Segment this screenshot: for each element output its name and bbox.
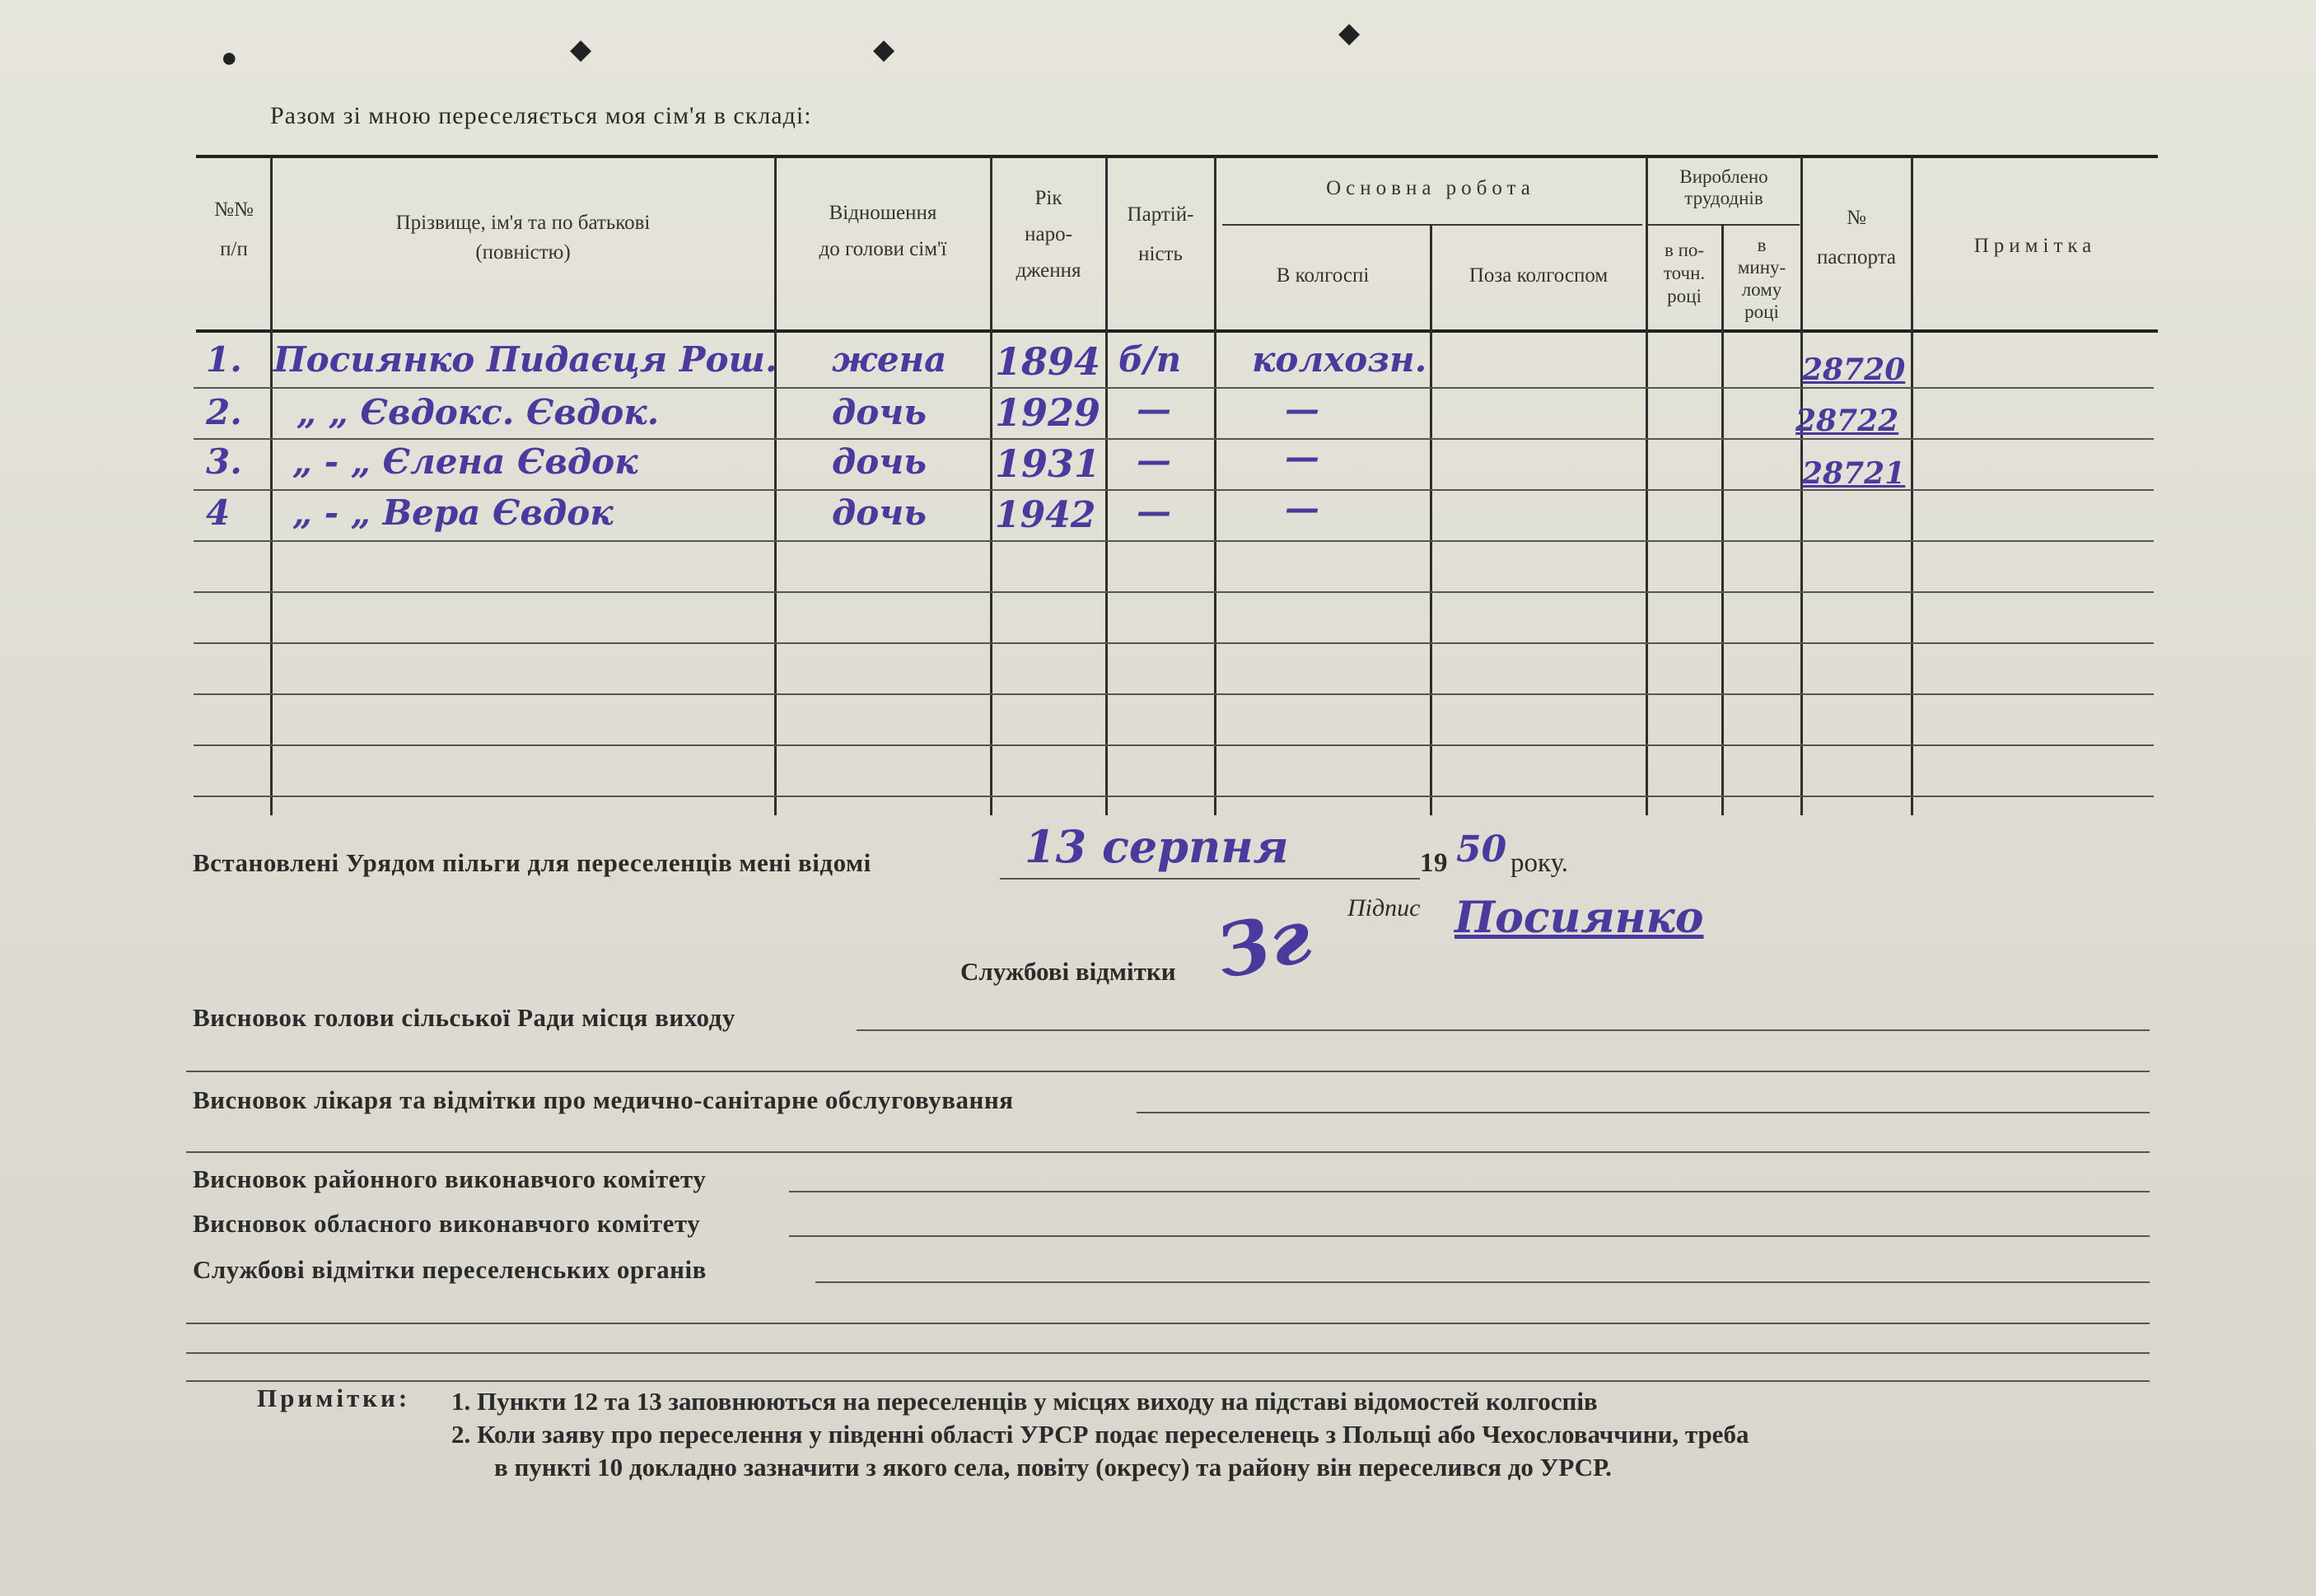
service-item: Висновок обласного виконавчого комітету	[193, 1209, 701, 1238]
header-relation: Відношення до голови сім'ї	[819, 202, 947, 260]
row-work-in-kolkhoz: —	[1285, 488, 1319, 528]
table-row-line	[194, 642, 2154, 644]
row-party: —	[1137, 440, 1171, 480]
service-item: Висновок голови сільської Ради місця виходу	[193, 1003, 735, 1032]
header-workdays-past: в мину- лому році	[1737, 235, 1786, 322]
table-header-border	[196, 329, 2158, 333]
note-item: 2. Коли заяву про переселення у південні області УРСР подає переселенець з Польщі або Чехословаччини, треба	[451, 1420, 1749, 1449]
table-row-line	[194, 591, 2154, 593]
family-intro: Разом зі мною переселяється моя сім'я в складі:	[270, 102, 812, 129]
row-party: —	[1137, 491, 1171, 531]
punch-mark: ◆	[873, 35, 895, 65]
row-work-in-kolkhoz: —	[1285, 436, 1319, 477]
row-party: б/п	[1118, 339, 1182, 380]
signature-label: Підпис	[1347, 894, 1421, 922]
header-remark: Примітка	[1973, 235, 2097, 257]
table-top-border	[196, 155, 2158, 158]
service-fill-line	[789, 1235, 2150, 1237]
punch-mark: ●	[221, 43, 238, 73]
row-birth-year: 1931	[995, 441, 1101, 486]
row-name: „ - „ Єлена Євдок	[292, 441, 638, 482]
benefits-label: Встановлені Урядом пільги для переселенців мені відомі	[193, 848, 871, 877]
signature-mark: Зг	[1209, 892, 1319, 996]
row-relation: жена	[832, 339, 947, 380]
row-number: 4	[206, 492, 231, 533]
row-name: „ - „ Вера Євдок	[292, 492, 614, 533]
row-relation: дочь	[832, 492, 927, 533]
note-item: в пункті 10 докладно зазначити з якого села, повіту (окресу) та району він переселився до УРСР.	[494, 1453, 1612, 1482]
benefits-date-line	[1000, 878, 1420, 880]
row-name: „ „ Євдокс. Євдок.	[297, 392, 660, 432]
signature: Посиянко	[1455, 893, 1704, 943]
benefits-year-prefix: 19	[1420, 848, 1448, 878]
table-row-line	[194, 693, 2154, 695]
header-num: №№ п/п	[214, 198, 254, 260]
table-row-line	[194, 796, 2154, 797]
row-relation: дочь	[832, 392, 927, 432]
row-passport: 28720	[1802, 352, 1906, 387]
service-title: Службові відмітки	[960, 957, 1176, 986]
row-passport: 28722	[1795, 404, 1899, 438]
header-workdays: Вироблено трудоднів	[1679, 166, 1768, 208]
service-fill-line	[186, 1151, 2150, 1153]
note-item: 1. Пункти 12 та 13 заповнюються на переселенців у місцях виходу на підставі відомостей колгоспів	[451, 1387, 1598, 1416]
service-fill-line	[815, 1281, 2150, 1283]
header-passport: № паспорта	[1817, 207, 1896, 268]
row-passport: 28721	[1802, 456, 1906, 491]
row-work-in-kolkhoz: —	[1285, 389, 1319, 429]
row-party: —	[1137, 389, 1171, 429]
service-fill-line	[1137, 1112, 2150, 1113]
family-rows	[198, 339, 2158, 545]
row-work-in-kolkhoz: колхозн.	[1252, 339, 1427, 380]
header-work-outside-kolkhoz: Поза колгоспом	[1469, 264, 1609, 287]
benefits-year-suffix: року.	[1511, 848, 1569, 878]
service-fill-line	[186, 1380, 2150, 1382]
header-workdays-current: в по- точн. році	[1663, 240, 1706, 306]
row-birth-year: 1894	[995, 339, 1101, 384]
row-birth-year: 1929	[995, 390, 1101, 435]
work-subheader-line	[1222, 224, 1642, 226]
benefits-date: 13 серпня	[1025, 820, 1289, 873]
punch-mark: ◆	[1338, 18, 1361, 49]
service-fill-line	[857, 1029, 2150, 1031]
row-relation: дочь	[832, 441, 927, 482]
service-item: Висновок районного виконавчого комітету	[193, 1164, 707, 1193]
row-number: 1.	[206, 339, 242, 380]
service-item: Висновок лікаря та відмітки про медично-санітарне обслуговування	[193, 1085, 1014, 1114]
row-birth-year: 1942	[995, 494, 1096, 536]
service-item: Службові відмітки переселенських органів	[193, 1255, 707, 1284]
punch-mark: ◆	[570, 35, 592, 65]
service-fill-line	[186, 1352, 2150, 1354]
header-work-in-kolkhoz: В колгоспі	[1276, 264, 1370, 287]
notes-label: Примітки:	[257, 1384, 411, 1412]
header-birth-year: Рік наро- дження	[1016, 187, 1081, 282]
row-name: Посиянко Пидаєця Рош.	[273, 339, 777, 380]
row-number: 3.	[206, 441, 242, 482]
service-fill-line	[186, 1071, 2150, 1072]
service-fill-line	[789, 1191, 2150, 1192]
header-main-work: Основна робота	[1326, 177, 1535, 199]
header-party: Партій- ність	[1127, 203, 1194, 265]
benefits-year: 50	[1456, 828, 1507, 870]
header-name: Прізвище, ім'я та по батькові (повністю)	[395, 212, 651, 264]
service-fill-line	[186, 1323, 2150, 1324]
table-row-line	[194, 744, 2154, 746]
row-number: 2.	[206, 392, 242, 432]
